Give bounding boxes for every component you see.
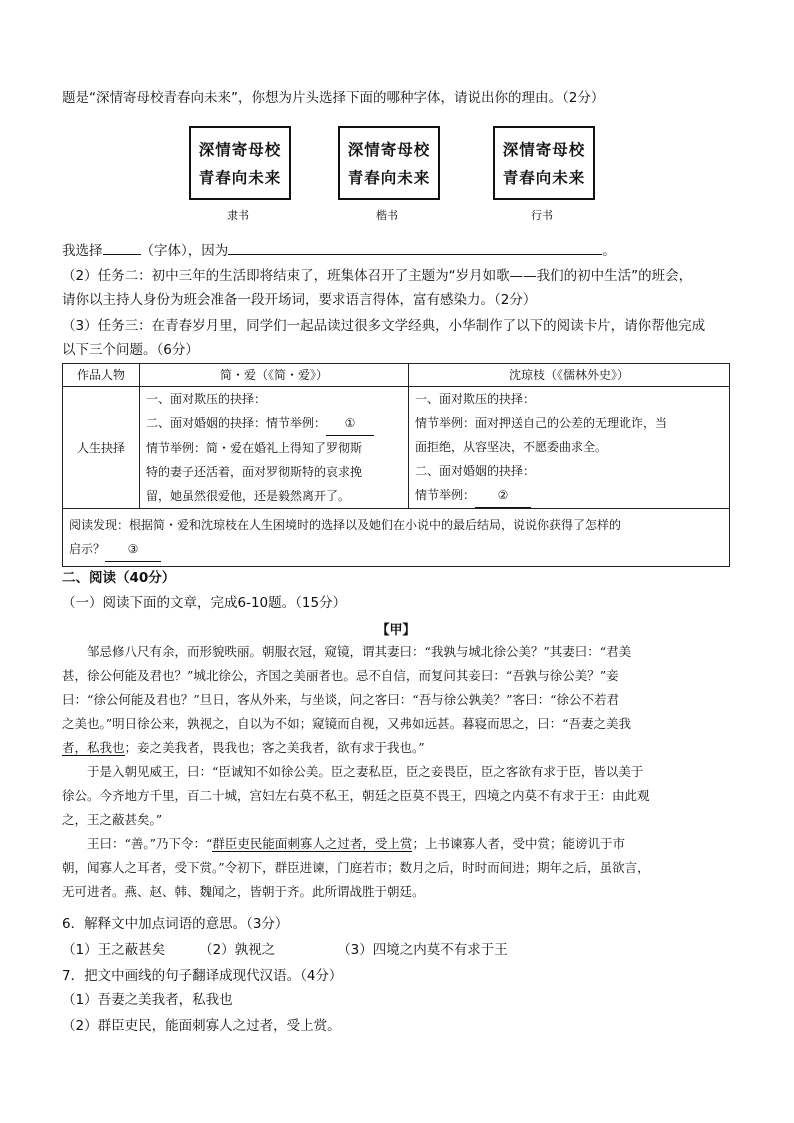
table-row [63, 387, 730, 509]
task3-line-1: （3）任务三：在青春岁月里，同学们一起品读过很多文学经典，小华制作了以下的阅读卡片，请你帮他完成 [62, 318, 706, 334]
question-7-item-2: （2）群臣吏民，能面刺寡人之过者，受上赏。 [62, 1018, 341, 1034]
font-sample-line-2: 青春向未来 [198, 168, 282, 187]
table-header-row [63, 364, 730, 387]
cell-line: 留，她虽然很爱他，还是毅然离开了。 [146, 489, 351, 503]
question-6-items [62, 940, 508, 960]
cell-line: 特的妻子还活着，面对罗彻斯特的哀求挽 [146, 465, 363, 479]
passage-text: ；妾之美我者，畏我也；客之美我者，欲有求于我也。” [124, 740, 425, 755]
passage-line: 徐公。今齐地方千里，百二十城，宫妇左右莫不私王，朝廷之臣莫不畏王，四境之内莫不有求于王：由此观 [62, 788, 650, 803]
task2-line-1: （2）任务二：初中三年的生活即将结束了，班集体召开了主题为“岁月如歌——我们的初中生活”的班会， [62, 268, 693, 284]
answer-line [62, 240, 616, 261]
answer-blank-2[interactable]: ② [475, 483, 531, 508]
passage-line: 于是入朝见威王，曰：“臣诚知不如徐公美。臣之妻私臣，臣之妾畏臣，臣之客欲有求于臣，皆以美于 [62, 764, 644, 779]
cell-line: 一、面对欺压的抉择： [146, 392, 267, 406]
cell-line: 面拒绝，从容坚决，不愿委曲求全。 [415, 440, 608, 454]
passage [62, 640, 730, 904]
cell-line [415, 483, 723, 508]
table-row [63, 509, 730, 567]
passage-text: 王曰：“善。”乃下令：“ [62, 836, 213, 851]
header-cell: 沈琼枝（《儒林外史》） [409, 364, 730, 387]
cell-line: 阅读发现：根据简・爱和沈琼枝在人生困境时的选择以及她们在小说中的最后结局，说说你获得了怎样的 [69, 518, 622, 532]
underlined-sentence: 群臣吏民能面刺寡人之过者，受上赏 [212, 836, 413, 851]
passage-line: 邹忌修八尺有余，而形貌昳丽。朝服衣冠，窥镜，谓其妻曰：“我孰与城北徐公美？”其妻曰：“君美 [62, 644, 632, 659]
underlined-sentence: 者，私我也 [62, 740, 125, 755]
passage-line: 无可进者。燕、赵、韩、魏闻之，皆朝于齐。此所谓战胜于朝廷。 [62, 884, 425, 899]
cell-line [69, 537, 723, 562]
passage-line: 之，王之蔽甚矣。” [62, 812, 163, 827]
passage-line: 朝，闻寡人之耳者，受下赏。”令初下，群臣进谏，门庭若市；数月之后，时时而间进；期年之后，虽欲言， [62, 860, 650, 875]
passage-line [62, 736, 730, 760]
task3-line-2: 以下三个问题。（6分） [62, 342, 199, 358]
jane-eyre-cell [140, 387, 409, 509]
answer-blank-3[interactable]: ③ [105, 537, 161, 562]
task2-line-2: 请你以主持人身份为班会准备一段开场词，要求语言得体，富有感染力。（2分） [62, 292, 537, 308]
cell-line: 情节举例：面对押送自己的公差的无理讹诈，当 [415, 416, 668, 430]
cell-text: 情节举例： [415, 488, 476, 502]
reason-blank[interactable] [228, 240, 602, 255]
cell-line [146, 411, 402, 436]
answer-prefix: 我选择 [62, 243, 103, 259]
passage-text: ；上书谏寡人者，受中赏；能谤讥于市 [412, 836, 625, 851]
font-sample-line-1: 深情寄母校 [198, 140, 282, 159]
cell-line: 一、面对欺压的抉择： [415, 392, 536, 406]
header-cell: 简・爱（《简・爱》） [140, 364, 409, 387]
answer-end: 。 [602, 243, 616, 259]
font-choice-blank[interactable] [103, 240, 141, 255]
cell-text: 启示？ [69, 542, 106, 556]
answer-blank-1[interactable]: ① [326, 411, 374, 436]
font-sample-lishu [189, 126, 291, 200]
passage-line [62, 832, 730, 856]
q6-item: （3）四境之内莫不有求于王 [337, 942, 508, 958]
font-sample-line-1: 深情寄母校 [502, 140, 586, 159]
subsection-instruction: （一）阅读下面的文章，完成6-10题。（15分） [62, 595, 347, 611]
question-7-item-1: （1）吾妻之美我者，私我也 [62, 992, 233, 1008]
reading-card-table [62, 363, 730, 567]
section-heading: 二、阅读（40分） [62, 570, 176, 586]
header-cell: 作品人物 [63, 364, 140, 387]
cell-line: 情节举例：简・爱在婚礼上得知了罗彻斯 [146, 441, 363, 455]
question-6: 6．解释文中加点词语的意思。（3分） [62, 916, 289, 932]
question-7: 7．把文中画线的句子翻译成现代汉语。（4分） [62, 968, 343, 984]
passage-line: 之美也。”明日徐公来，孰视之，自以为不如；窥镜而自视，又弗如远甚。暮寝而思之，曰：“吾妻之美我 [62, 716, 632, 731]
font-sample-xingshu [493, 126, 595, 200]
font-sample-line-2: 青春向未来 [347, 168, 431, 187]
reading-discovery-cell [63, 509, 730, 567]
font-sample-kaishu [338, 126, 440, 200]
font-caption-lishu: 隶书 [227, 209, 249, 222]
passage-line: 曰：“徐公何能及君也？”旦日，客从外来，与坐谈，问之客曰：“吾与徐公孰美？”客曰：“徐公不若君 [62, 692, 619, 707]
font-sample-line-1: 深情寄母校 [347, 140, 431, 159]
passage-line: 甚，徐公何能及君也？”城北徐公，齐国之美丽者也。忌不自信，而复问其妾曰：“吾孰与徐公美？”妾 [62, 668, 619, 683]
answer-mid: （字体），因为 [140, 243, 229, 259]
row-label-cell: 人生抉择 [63, 387, 140, 509]
font-caption-kaishu: 楷书 [376, 209, 398, 222]
cell-line: 二、面对婚姻的抉择： [415, 464, 536, 478]
passage-label: 【甲】 [376, 623, 416, 638]
cell-text: 二、面对婚姻的抉择：情节举例： [146, 416, 327, 430]
q6-item: （1）王之蔽甚矣 [62, 942, 166, 958]
question-intro-line: 题是“深情寄母校青春向未来”，你想为片头选择下面的哪种字体，请说出你的理由。（2分） [62, 90, 605, 106]
font-caption-xingshu: 行书 [531, 209, 553, 222]
q6-item: （2）孰视之 [199, 942, 276, 958]
font-sample-line-2: 青春向未来 [502, 168, 586, 187]
shen-qiongzhi-cell [409, 387, 730, 509]
